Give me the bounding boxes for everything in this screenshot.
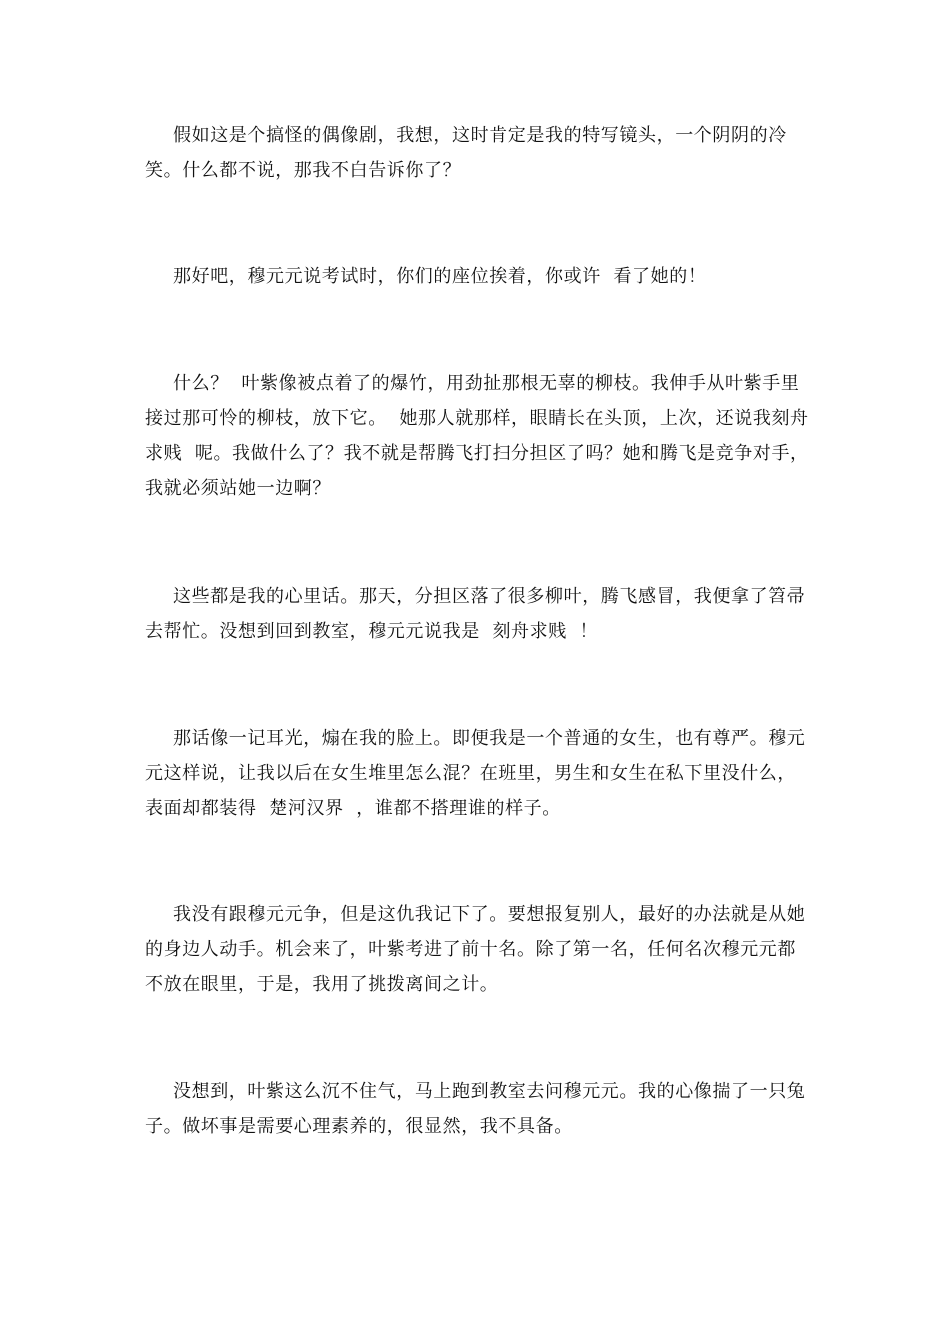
paragraph-1: 假如这是个搞怪的偶像剧，我想，这时肯定是我的特写镜头，一个阴阴的冷笑。什么都不说，那我不白告诉你了？ (145, 125, 787, 181)
paragraph-5: 那话像一记耳光，煽在我的脸上。即便我是一个普通的女生，也有尊严。穆元元这样说，让我以后在女生堆里怎么混？在班里，男生和女生在私下里没什么，表面却都装得 楚河汉界 ，谁都不搭理谁的样子。 (145, 728, 806, 819)
paragraph-2: 那好吧，穆元元说考试时，你们的座位挨着，你或许 看了她的！ (173, 266, 707, 287)
paragraph-3: 什么？ 叶紫像被点着了的爆竹，用劲扯那根无辜的柳枝。我伸手从叶紫手里接过那可怜的柳枝，放下它。 她那人就那样，眼睛长在头顶，上次，还说我刻舟求贱 呢。我做什么了？我不就是帮腾飞打扫分担区了吗？她和腾飞是竞争对手，我就必须站她一边啊？ (145, 373, 809, 499)
paragraph-6: 我没有跟穆元元争，但是这仇我记下了。要想报复别人，最好的办法就是从她的身边人动手。机会来了，叶紫考进了前十名。除了第一名，任何名次穆元元都不放在眼里，于是，我用了挑拨离间之计。 (145, 904, 806, 995)
paragraph-4: 这些都是我的心里话。那天，分担区落了很多柳叶，腾飞感冒，我便拿了笤帚去帮忙。没想到回到教室，穆元元说我是 刻舟求贱 ！ (145, 586, 806, 642)
paragraph-7: 没想到，叶紫这么沉不住气，马上跑到教室去问穆元元。我的心像揣了一只兔子。做坏事是需要心理素养的，很显然，我不具备。 (145, 1081, 806, 1137)
